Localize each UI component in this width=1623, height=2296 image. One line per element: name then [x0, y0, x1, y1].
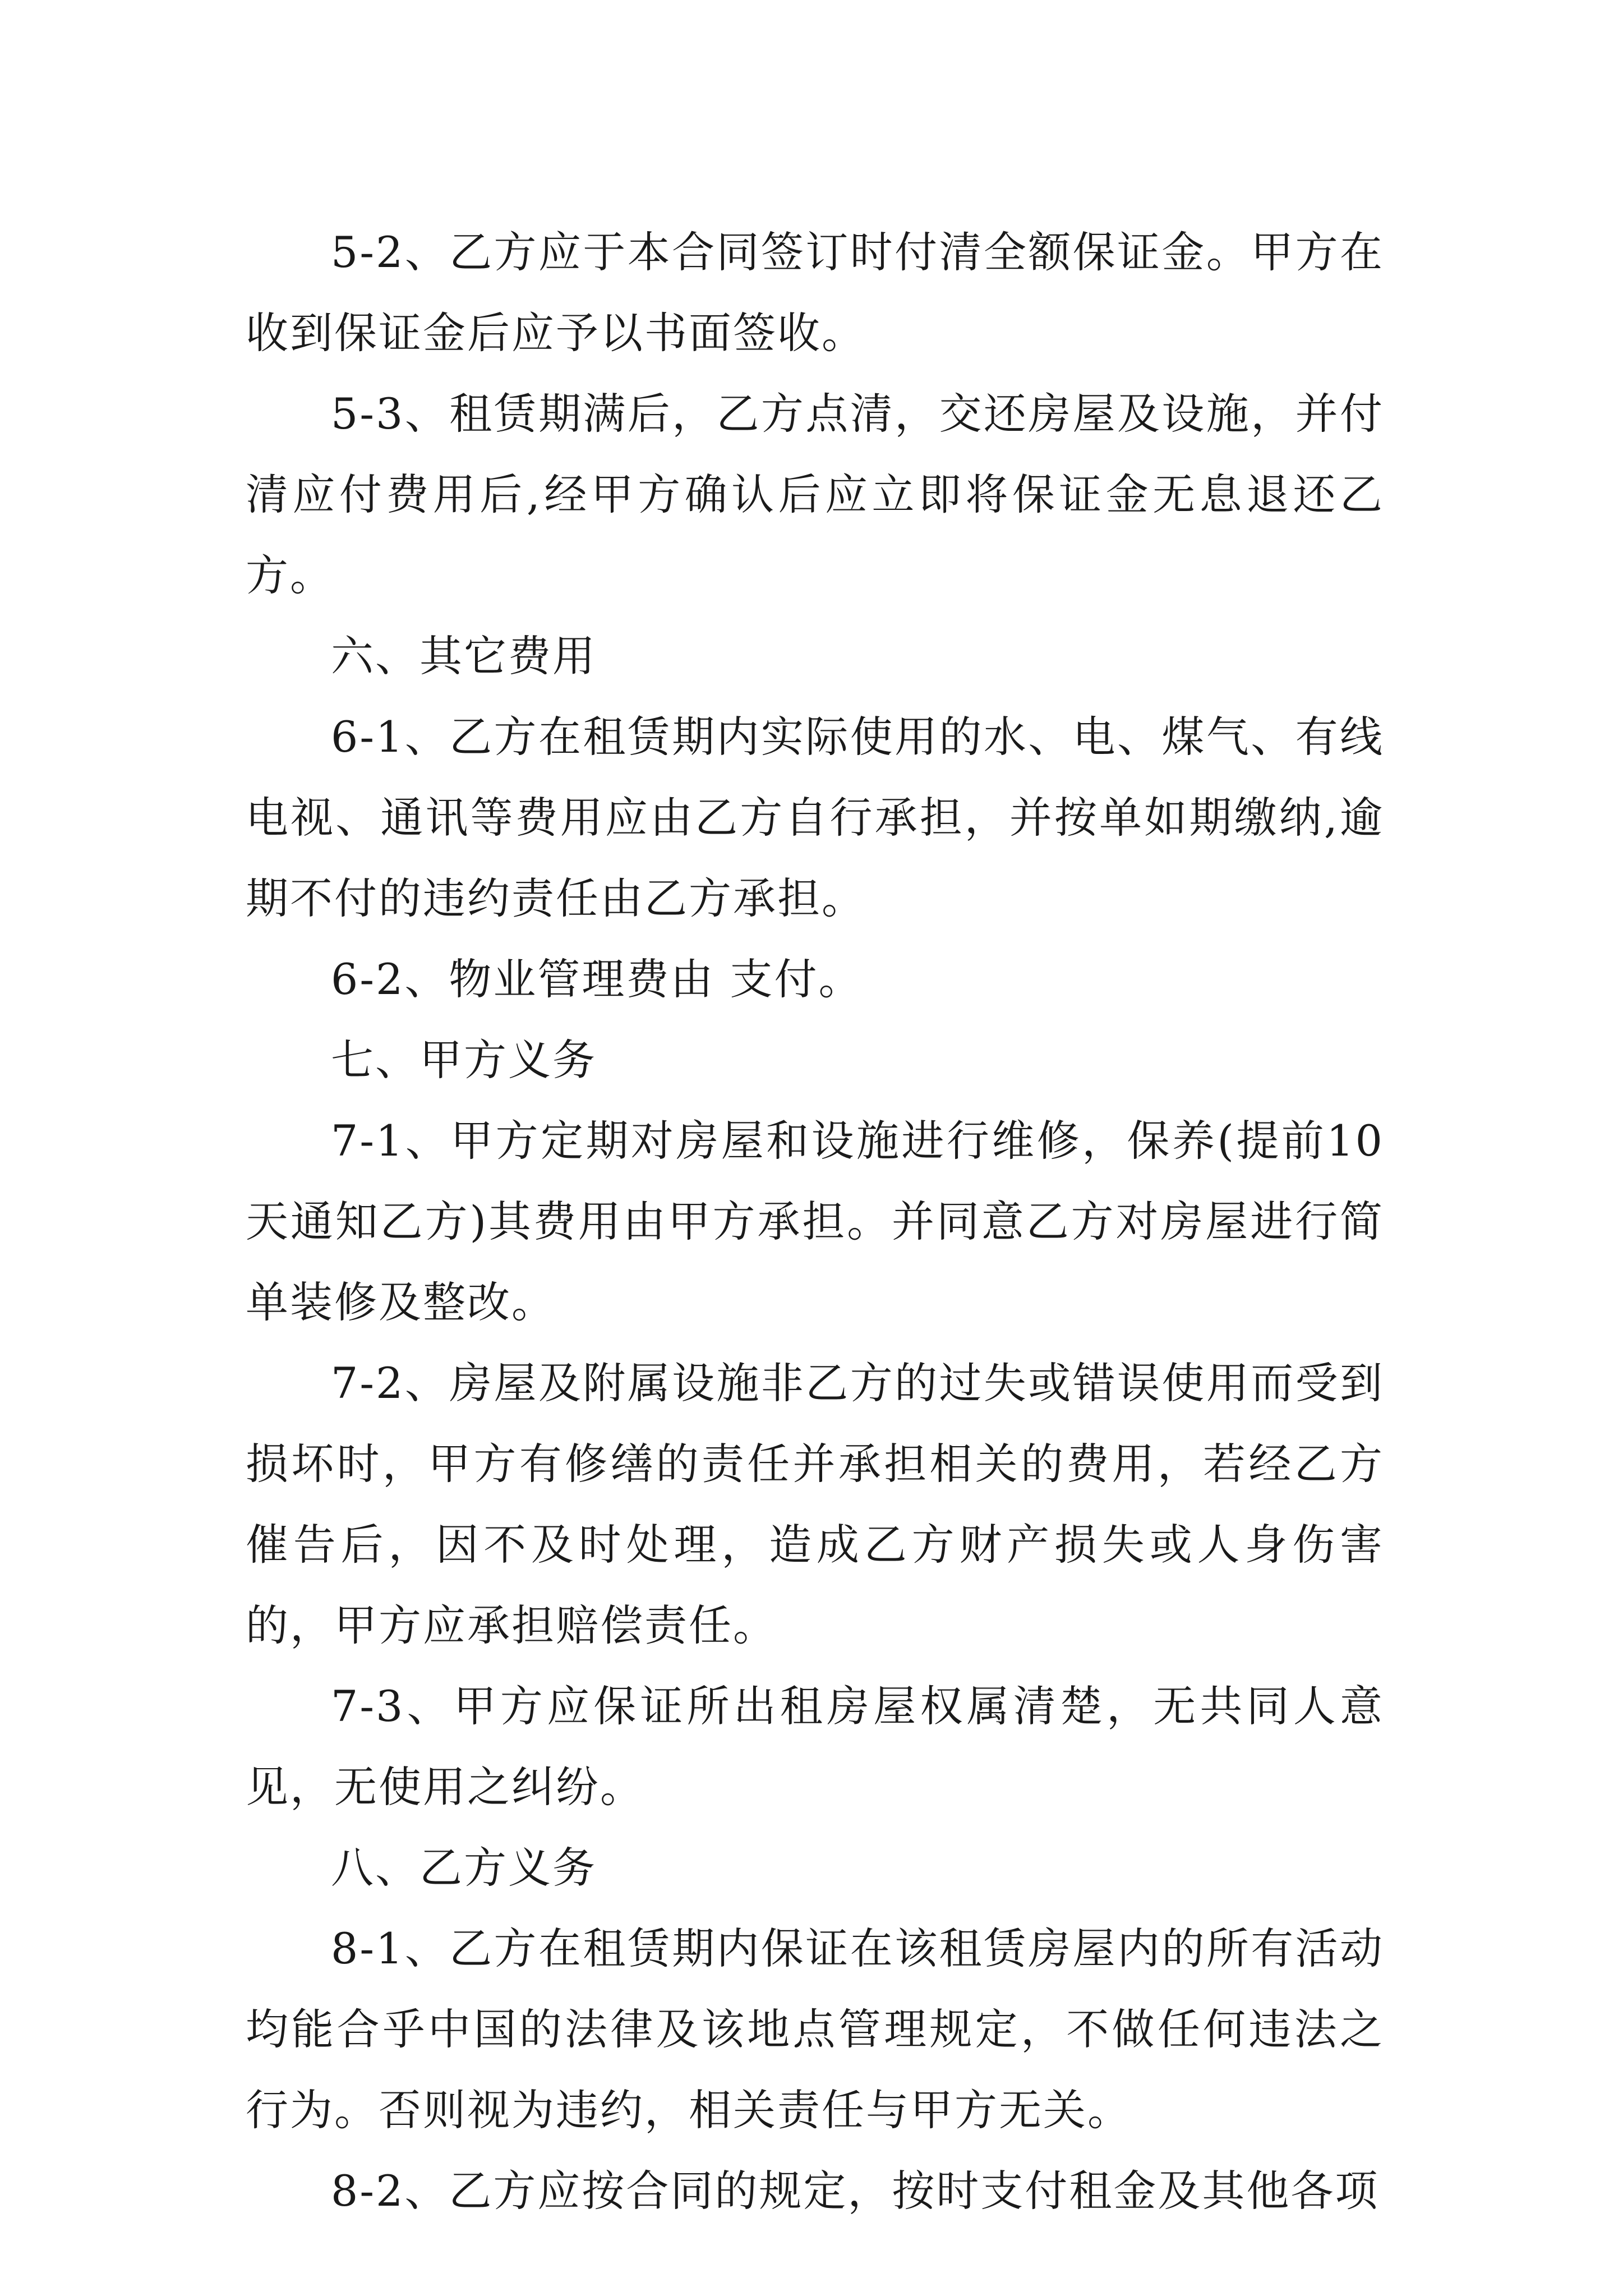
document-body [246, 212, 1384, 2231]
paragraph-8-2: 8-2、乙方应按合同的规定，按时支付租金及其他各项 [331, 2166, 1380, 2216]
paragraph-6-1: 6-1、乙方在租赁期内实际使用的水、电、煤气、有线电视、通讯等费用应由乙方自行承担，并按单如期缴纳,逾期不付的违约责任由乙方承担。 [246, 712, 1384, 923]
paragraph-6-2: 6-2、物业管理费由 支付。 [331, 954, 863, 1004]
section-heading-8: 八、乙方义务 [331, 1843, 597, 1893]
paragraph-7-1: 7-1、甲方定期对房屋和设施进行维修，保养(提前10天通知乙方)其费用由甲方承担。并同意乙方对房屋进行简单装修及整改。 [246, 1116, 1384, 1327]
paragraph-7-2: 7-2、房屋及附属设施非乙方的过失或错误使用而受到损坏时，甲方有修缮的责任并承担相关的费用，若经乙方催告后，因不及时处理，造成乙方财产损失或人身伤害的，甲方应承担赔偿责任。 [246, 1358, 1384, 1650]
paragraph-5-2: 5-2、乙方应于本合同签订时付清全额保证金。甲方在收到保证金后应予以书面签收。 [246, 227, 1384, 358]
paragraph-8-1: 8-1、乙方在租赁期内保证在该租赁房屋内的所有活动均能合乎中国的法律及该地点管理规定，不做任何违法之行为。否则视为违约，相关责任与甲方无关。 [246, 1924, 1384, 2135]
section-heading-6: 六、其它费用 [331, 631, 597, 681]
paragraph-5-3: 5-3、租赁期满后，乙方点清，交还房屋及设施，并付清应付费用后,经甲方确认后应立即将保证金无息退还乙方。 [246, 389, 1384, 600]
section-heading-7: 七、甲方义务 [331, 1035, 597, 1085]
paragraph-7-3: 7-3、甲方应保证所出租房屋权属清楚，无共同人意见，无使用之纠纷。 [246, 1681, 1384, 1812]
